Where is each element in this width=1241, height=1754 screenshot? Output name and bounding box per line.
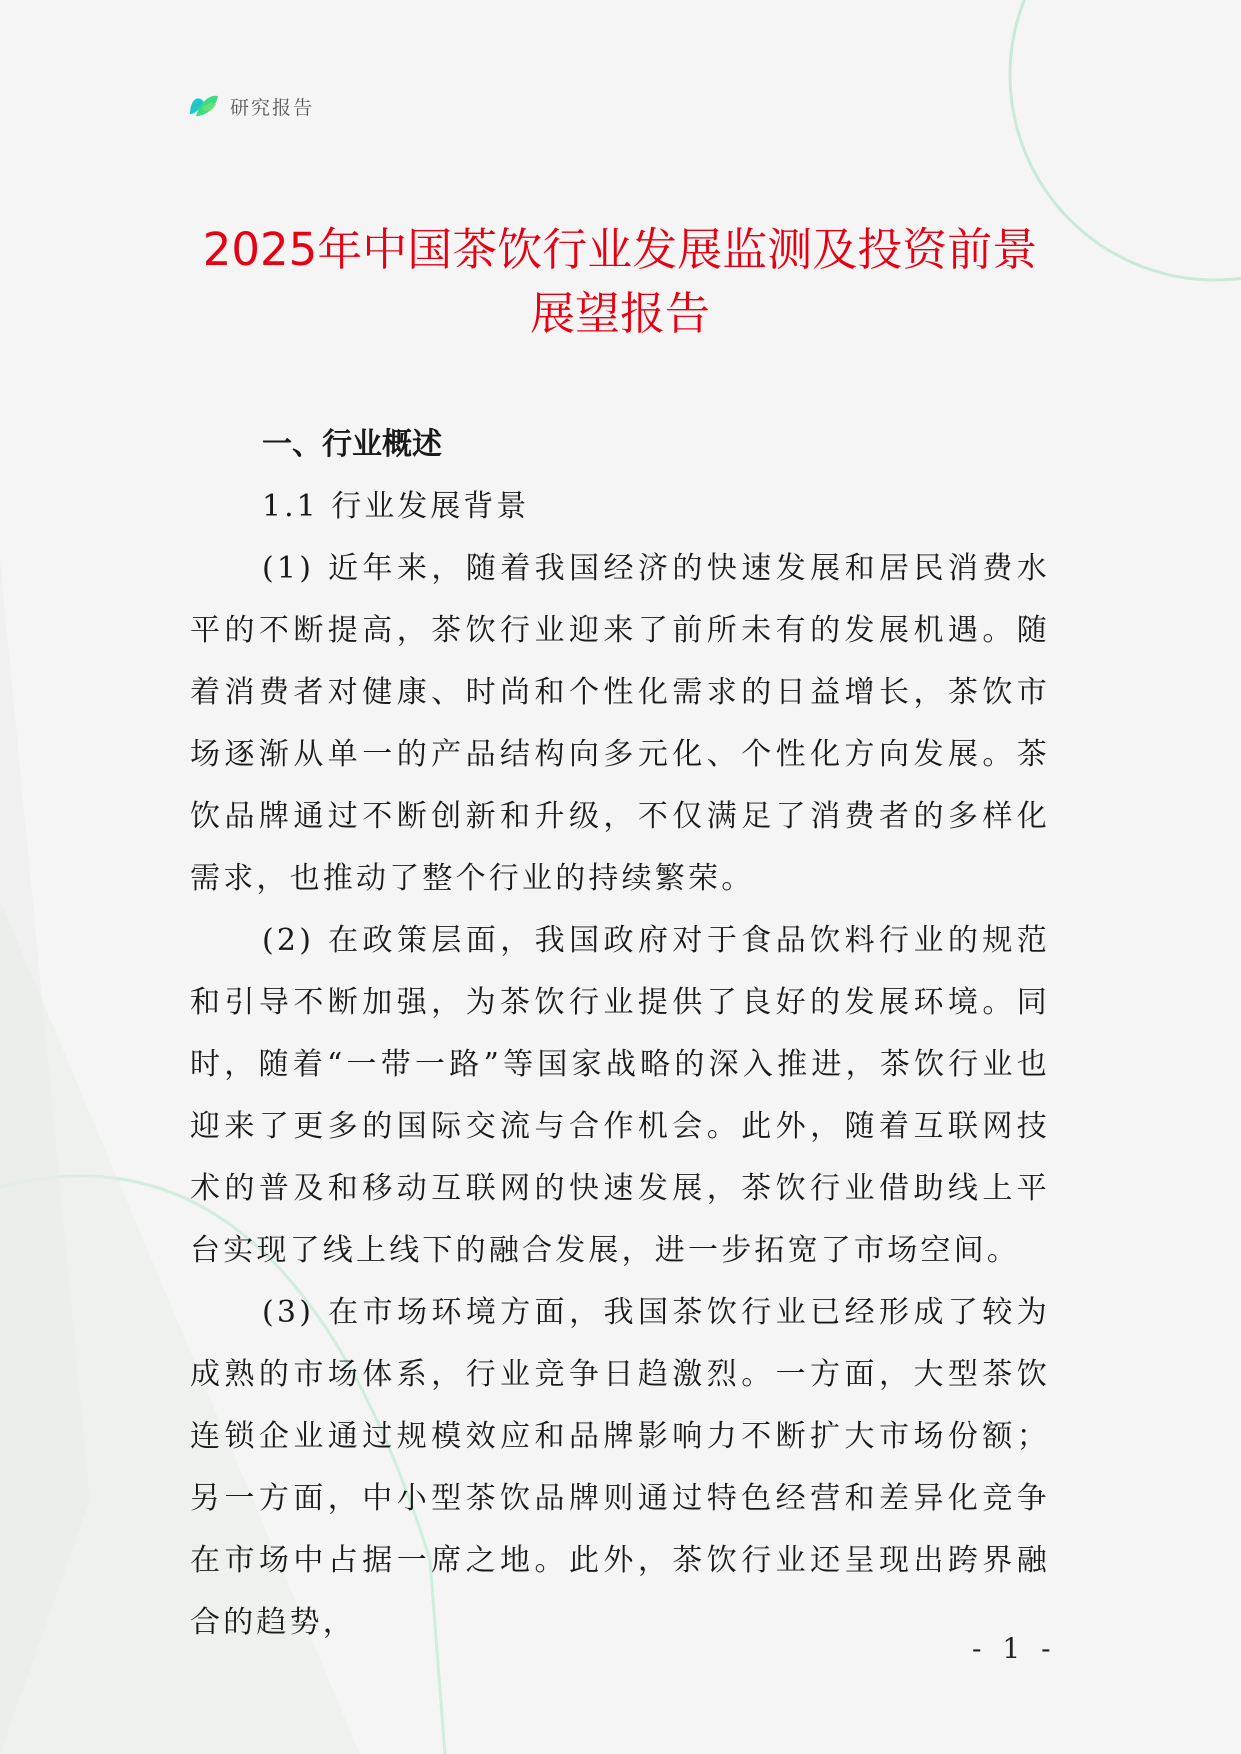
paragraph-3: (3) 在市场环境方面，我国茶饮行业已经形成了较为成熟的市场体系，行业竞争日趋激烈。一方面，大型茶饮连锁企业通过规模效应和品牌影响力不断扩大市场份额；另一方面，中小型茶饮品牌则通过特色经营和差异化竞争在市场中占据一席之地。此外，茶饮行业还呈现出跨界融合的趋势， [190,1295,1050,1640]
page-number: - 1 - [972,1632,1057,1665]
document-title [150,218,1090,346]
document-header [186,88,314,124]
section-heading: 一、行业概述 [262,427,442,462]
header-label: 研究报告 [230,96,315,119]
document-body [190,414,1050,1654]
paragraph-1: (1) 近年来，随着我国经济的快速发展和居民消费水平的不断提高，茶饮行业迎来了前所未有的发展机遇。随着消费者对健康、时尚和个性化需求的日益增长，茶饮市场逐渐从单一的产品结构向多元化、个性化方向发展。茶饮品牌通过不断创新和升级，不仅满足了消费者的多样化需求，也推动了整个行业的持续繁荣。 [190,551,1050,896]
title-line-1: 2025年中国茶饮行业发展监测及投资前景 [202,223,1038,276]
subsection-heading: 1.1 行业发展背景 [262,489,530,524]
leaf-logo-icon [186,88,222,124]
paragraph-2: (2) 在政策层面，我国政府对于食品饮料行业的规范和引导不断加强，为茶饮行业提供了良好的发展环境。同时，随着“一带一路”等国家战略的深入推进，茶饮行业也迎来了更多的国际交流与合作机会。此外，随着互联网技术的普及和移动互联网的快速发展，茶饮行业借助线上平台实现了线上线下的融合发展，进一步拓宽了市场空间。 [190,923,1050,1268]
title-line-2: 展望报告 [529,287,710,340]
